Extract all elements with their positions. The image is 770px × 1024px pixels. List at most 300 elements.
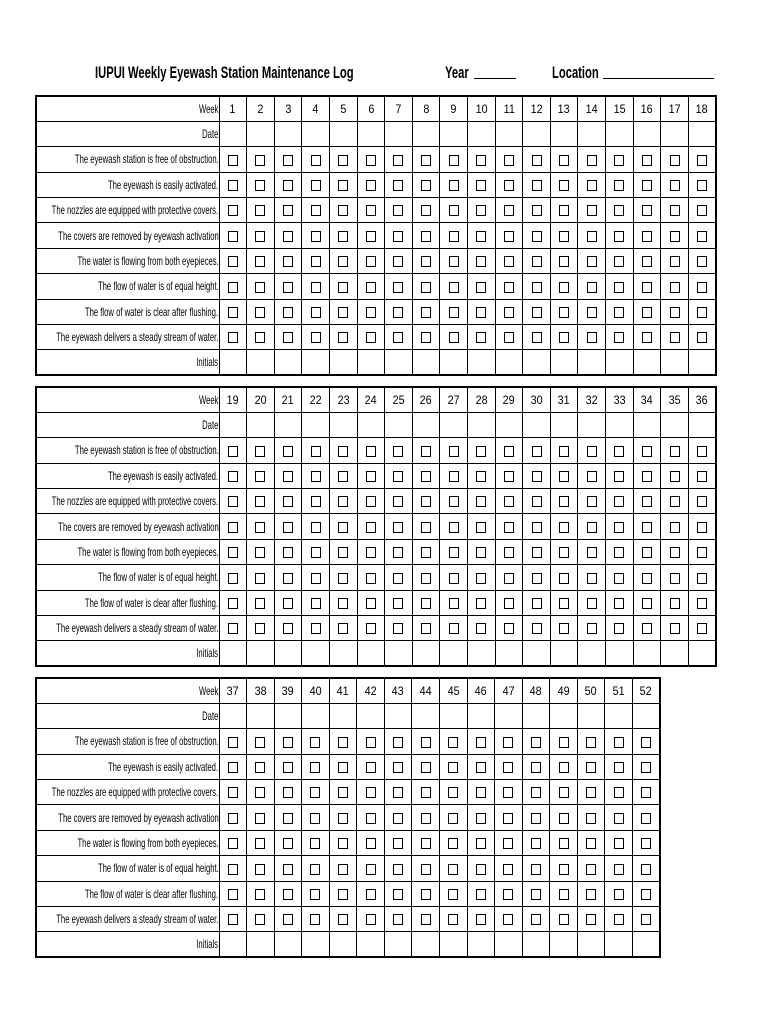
date-cell[interactable] [412,703,440,728]
checkbox[interactable] [366,623,376,634]
checkbox[interactable] [283,307,293,318]
date-cell[interactable] [440,703,468,728]
checkbox[interactable] [421,256,431,267]
checkbox[interactable] [338,813,348,824]
checkbox[interactable] [310,813,320,824]
checkbox[interactable] [614,762,624,773]
checkbox[interactable] [393,205,403,216]
checkbox[interactable] [228,496,238,507]
checkbox[interactable] [421,914,431,925]
initials-cell[interactable] [606,350,634,375]
checkbox[interactable] [587,496,597,507]
date-cell[interactable] [577,703,605,728]
checkbox[interactable] [421,573,431,584]
checkbox[interactable] [338,787,348,798]
date-cell[interactable] [632,703,660,728]
date-cell[interactable] [688,412,716,437]
date-cell[interactable] [219,412,247,437]
date-cell[interactable] [274,121,302,146]
checkbox[interactable] [255,737,265,748]
checkbox[interactable] [614,256,624,267]
date-cell[interactable] [357,121,385,146]
checkbox[interactable] [476,914,486,925]
date-cell[interactable] [385,121,413,146]
checkbox[interactable] [642,496,652,507]
checkbox[interactable] [642,446,652,457]
checkbox[interactable] [503,813,513,824]
checkbox[interactable] [559,307,569,318]
checkbox[interactable] [338,256,348,267]
checkbox[interactable] [338,598,348,609]
checkbox[interactable] [255,547,265,558]
checkbox[interactable] [697,623,707,634]
checkbox[interactable] [697,282,707,293]
checkbox[interactable] [255,332,265,343]
checkbox[interactable] [504,598,514,609]
initials-cell[interactable] [467,932,495,957]
checkbox[interactable] [421,205,431,216]
checkbox[interactable] [531,889,541,900]
checkbox[interactable] [559,256,569,267]
checkbox[interactable] [283,762,293,773]
checkbox[interactable] [366,787,376,798]
checkbox[interactable] [641,838,651,849]
checkbox[interactable] [338,737,348,748]
checkbox[interactable] [366,547,376,558]
checkbox[interactable] [366,598,376,609]
checkbox[interactable] [697,155,707,166]
checkbox[interactable] [531,762,541,773]
checkbox[interactable] [393,332,403,343]
checkbox[interactable] [614,573,624,584]
date-cell[interactable] [578,121,606,146]
date-cell[interactable] [606,412,634,437]
checkbox[interactable] [476,332,486,343]
checkbox[interactable] [228,864,238,875]
checkbox[interactable] [283,787,293,798]
checkbox[interactable] [697,205,707,216]
checkbox[interactable] [697,180,707,191]
initials-cell[interactable] [523,350,551,375]
checkbox[interactable] [532,623,542,634]
checkbox[interactable] [531,864,541,875]
checkbox[interactable] [476,446,486,457]
checkbox[interactable] [532,332,542,343]
year-field[interactable] [474,65,516,79]
checkbox[interactable] [366,889,376,900]
date-cell[interactable] [247,703,275,728]
initials-cell[interactable] [329,641,357,666]
checkbox[interactable] [476,889,486,900]
checkbox[interactable] [504,496,514,507]
checkbox[interactable] [449,598,459,609]
checkbox[interactable] [504,573,514,584]
checkbox[interactable] [283,471,293,482]
checkbox[interactable] [476,307,486,318]
checkbox[interactable] [532,446,542,457]
date-cell[interactable] [274,412,302,437]
checkbox[interactable] [559,180,569,191]
checkbox[interactable] [366,180,376,191]
checkbox[interactable] [311,547,321,558]
checkbox[interactable] [642,547,652,558]
checkbox[interactable] [476,155,486,166]
initials-cell[interactable] [467,350,495,375]
checkbox[interactable] [228,446,238,457]
checkbox[interactable] [641,813,651,824]
checkbox[interactable] [504,623,514,634]
checkbox[interactable] [366,573,376,584]
checkbox[interactable] [366,914,376,925]
checkbox[interactable] [338,332,348,343]
date-cell[interactable] [495,412,523,437]
checkbox[interactable] [421,598,431,609]
checkbox[interactable] [449,547,459,558]
checkbox[interactable] [587,446,597,457]
checkbox[interactable] [642,332,652,343]
checkbox[interactable] [559,496,569,507]
checkbox[interactable] [449,231,459,242]
checkbox[interactable] [614,155,624,166]
date-cell[interactable] [357,703,385,728]
checkbox[interactable] [421,471,431,482]
checkbox[interactable] [310,864,320,875]
initials-cell[interactable] [688,350,716,375]
initials-cell[interactable] [412,932,440,957]
checkbox[interactable] [642,598,652,609]
checkbox[interactable] [504,256,514,267]
checkbox[interactable] [503,787,513,798]
initials-cell[interactable] [550,350,578,375]
checkbox[interactable] [587,205,597,216]
date-cell[interactable] [495,703,523,728]
checkbox[interactable] [476,573,486,584]
date-cell[interactable] [247,412,275,437]
checkbox[interactable] [283,332,293,343]
checkbox[interactable] [559,282,569,293]
checkbox[interactable] [228,471,238,482]
checkbox[interactable] [503,864,513,875]
checkbox[interactable] [449,180,459,191]
checkbox[interactable] [449,471,459,482]
checkbox[interactable] [311,307,321,318]
checkbox[interactable] [587,547,597,558]
checkbox[interactable] [255,446,265,457]
checkbox[interactable] [421,307,431,318]
initials-cell[interactable] [440,350,468,375]
checkbox[interactable] [586,914,596,925]
checkbox[interactable] [255,623,265,634]
checkbox[interactable] [338,282,348,293]
checkbox[interactable] [614,813,624,824]
checkbox[interactable] [614,838,624,849]
checkbox[interactable] [476,282,486,293]
checkbox[interactable] [642,573,652,584]
initials-cell[interactable] [219,932,247,957]
checkbox[interactable] [532,256,542,267]
checkbox[interactable] [421,446,431,457]
checkbox[interactable] [642,522,652,533]
initials-cell[interactable] [412,641,440,666]
date-cell[interactable] [440,412,468,437]
checkbox[interactable] [614,205,624,216]
checkbox[interactable] [283,522,293,533]
checkbox[interactable] [393,231,403,242]
checkbox[interactable] [393,573,403,584]
checkbox[interactable] [504,547,514,558]
checkbox[interactable] [587,598,597,609]
checkbox[interactable] [614,496,624,507]
checkbox[interactable] [366,762,376,773]
checkbox[interactable] [366,231,376,242]
checkbox[interactable] [255,496,265,507]
checkbox[interactable] [311,573,321,584]
initials-cell[interactable] [550,932,578,957]
initials-cell[interactable] [606,641,634,666]
checkbox[interactable] [366,737,376,748]
checkbox[interactable] [587,573,597,584]
checkbox[interactable] [421,762,431,773]
checkbox[interactable] [587,180,597,191]
checkbox[interactable] [310,737,320,748]
checkbox[interactable] [393,471,403,482]
checkbox[interactable] [421,864,431,875]
checkbox[interactable] [255,205,265,216]
initials-cell[interactable] [578,641,606,666]
checkbox[interactable] [311,446,321,457]
checkbox[interactable] [587,623,597,634]
checkbox[interactable] [587,155,597,166]
checkbox[interactable] [670,598,680,609]
checkbox[interactable] [448,838,458,849]
checkbox[interactable] [228,598,238,609]
checkbox[interactable] [559,914,569,925]
checkbox[interactable] [697,446,707,457]
checkbox[interactable] [476,598,486,609]
checkbox[interactable] [448,813,458,824]
checkbox[interactable] [642,282,652,293]
checkbox[interactable] [503,762,513,773]
checkbox[interactable] [532,598,542,609]
checkbox[interactable] [310,838,320,849]
date-cell[interactable] [522,703,550,728]
checkbox[interactable] [642,623,652,634]
initials-cell[interactable] [274,641,302,666]
checkbox[interactable] [283,623,293,634]
checkbox[interactable] [697,522,707,533]
checkbox[interactable] [255,307,265,318]
checkbox[interactable] [310,914,320,925]
checkbox[interactable] [228,914,238,925]
checkbox[interactable] [228,155,238,166]
checkbox[interactable] [393,307,403,318]
checkbox[interactable] [449,155,459,166]
checkbox[interactable] [449,446,459,457]
initials-cell[interactable] [688,641,716,666]
checkbox[interactable] [532,282,542,293]
checkbox[interactable] [255,155,265,166]
checkbox[interactable] [504,180,514,191]
checkbox[interactable] [283,547,293,558]
checkbox[interactable] [476,864,486,875]
checkbox[interactable] [311,205,321,216]
checkbox[interactable] [366,205,376,216]
checkbox[interactable] [283,231,293,242]
checkbox[interactable] [283,838,293,849]
checkbox[interactable] [366,864,376,875]
checkbox[interactable] [476,623,486,634]
checkbox[interactable] [338,889,348,900]
date-cell[interactable] [688,121,716,146]
checkbox[interactable] [228,623,238,634]
checkbox[interactable] [670,547,680,558]
checkbox[interactable] [366,256,376,267]
checkbox[interactable] [228,307,238,318]
checkbox[interactable] [255,914,265,925]
checkbox[interactable] [503,914,513,925]
initials-cell[interactable] [578,350,606,375]
checkbox[interactable] [476,762,486,773]
initials-cell[interactable] [440,641,468,666]
checkbox[interactable] [311,623,321,634]
checkbox[interactable] [338,307,348,318]
checkbox[interactable] [338,573,348,584]
initials-cell[interactable] [633,641,661,666]
checkbox[interactable] [641,737,651,748]
date-cell[interactable] [633,412,661,437]
date-cell[interactable] [329,121,357,146]
checkbox[interactable] [587,231,597,242]
checkbox[interactable] [642,471,652,482]
checkbox[interactable] [338,762,348,773]
date-cell[interactable] [661,121,689,146]
checkbox[interactable] [228,573,238,584]
checkbox[interactable] [504,205,514,216]
checkbox[interactable] [228,737,238,748]
checkbox[interactable] [587,332,597,343]
initials-cell[interactable] [522,932,550,957]
checkbox[interactable] [642,307,652,318]
checkbox[interactable] [448,787,458,798]
checkbox[interactable] [228,787,238,798]
checkbox[interactable] [228,762,238,773]
checkbox[interactable] [448,889,458,900]
checkbox[interactable] [586,762,596,773]
checkbox[interactable] [311,231,321,242]
checkbox[interactable] [531,737,541,748]
checkbox[interactable] [504,282,514,293]
date-cell[interactable] [467,703,495,728]
date-cell[interactable] [440,121,468,146]
checkbox[interactable] [670,496,680,507]
checkbox[interactable] [283,256,293,267]
checkbox[interactable] [476,205,486,216]
checkbox[interactable] [255,180,265,191]
checkbox[interactable] [448,864,458,875]
checkbox[interactable] [393,522,403,533]
checkbox[interactable] [614,864,624,875]
checkbox[interactable] [366,446,376,457]
checkbox[interactable] [642,155,652,166]
checkbox[interactable] [283,889,293,900]
location-field[interactable] [603,65,714,79]
initials-cell[interactable] [357,350,385,375]
checkbox[interactable] [697,496,707,507]
checkbox[interactable] [532,471,542,482]
checkbox[interactable] [393,787,403,798]
checkbox[interactable] [559,471,569,482]
date-cell[interactable] [384,703,412,728]
checkbox[interactable] [559,155,569,166]
initials-cell[interactable] [357,932,385,957]
checkbox[interactable] [670,471,680,482]
checkbox[interactable] [476,737,486,748]
checkbox[interactable] [366,838,376,849]
checkbox[interactable] [641,914,651,925]
checkbox[interactable] [421,522,431,533]
checkbox[interactable] [449,307,459,318]
checkbox[interactable] [532,573,542,584]
checkbox[interactable] [531,838,541,849]
checkbox[interactable] [476,231,486,242]
checkbox[interactable] [531,813,541,824]
checkbox[interactable] [559,231,569,242]
initials-cell[interactable] [495,932,523,957]
initials-cell[interactable] [632,932,660,957]
checkbox[interactable] [311,282,321,293]
checkbox[interactable] [559,573,569,584]
date-cell[interactable] [219,121,247,146]
checkbox[interactable] [338,864,348,875]
checkbox[interactable] [614,737,624,748]
checkbox[interactable] [310,762,320,773]
checkbox[interactable] [586,889,596,900]
checkbox[interactable] [421,787,431,798]
checkbox[interactable] [697,256,707,267]
initials-cell[interactable] [219,641,247,666]
checkbox[interactable] [504,471,514,482]
date-cell[interactable] [329,412,357,437]
date-cell[interactable] [302,121,330,146]
checkbox[interactable] [421,813,431,824]
checkbox[interactable] [476,813,486,824]
checkbox[interactable] [587,522,597,533]
checkbox[interactable] [670,573,680,584]
checkbox[interactable] [366,155,376,166]
checkbox[interactable] [393,155,403,166]
checkbox[interactable] [255,813,265,824]
checkbox[interactable] [255,864,265,875]
checkbox[interactable] [421,889,431,900]
checkbox[interactable] [586,787,596,798]
checkbox[interactable] [338,231,348,242]
checkbox[interactable] [503,889,513,900]
checkbox[interactable] [338,446,348,457]
checkbox[interactable] [641,864,651,875]
checkbox[interactable] [228,180,238,191]
date-cell[interactable] [357,412,385,437]
checkbox[interactable] [255,522,265,533]
checkbox[interactable] [476,256,486,267]
initials-cell[interactable] [440,932,468,957]
checkbox[interactable] [338,205,348,216]
date-cell[interactable] [523,121,551,146]
checkbox[interactable] [421,231,431,242]
checkbox[interactable] [532,522,542,533]
checkbox[interactable] [255,471,265,482]
checkbox[interactable] [311,522,321,533]
checkbox[interactable] [504,231,514,242]
